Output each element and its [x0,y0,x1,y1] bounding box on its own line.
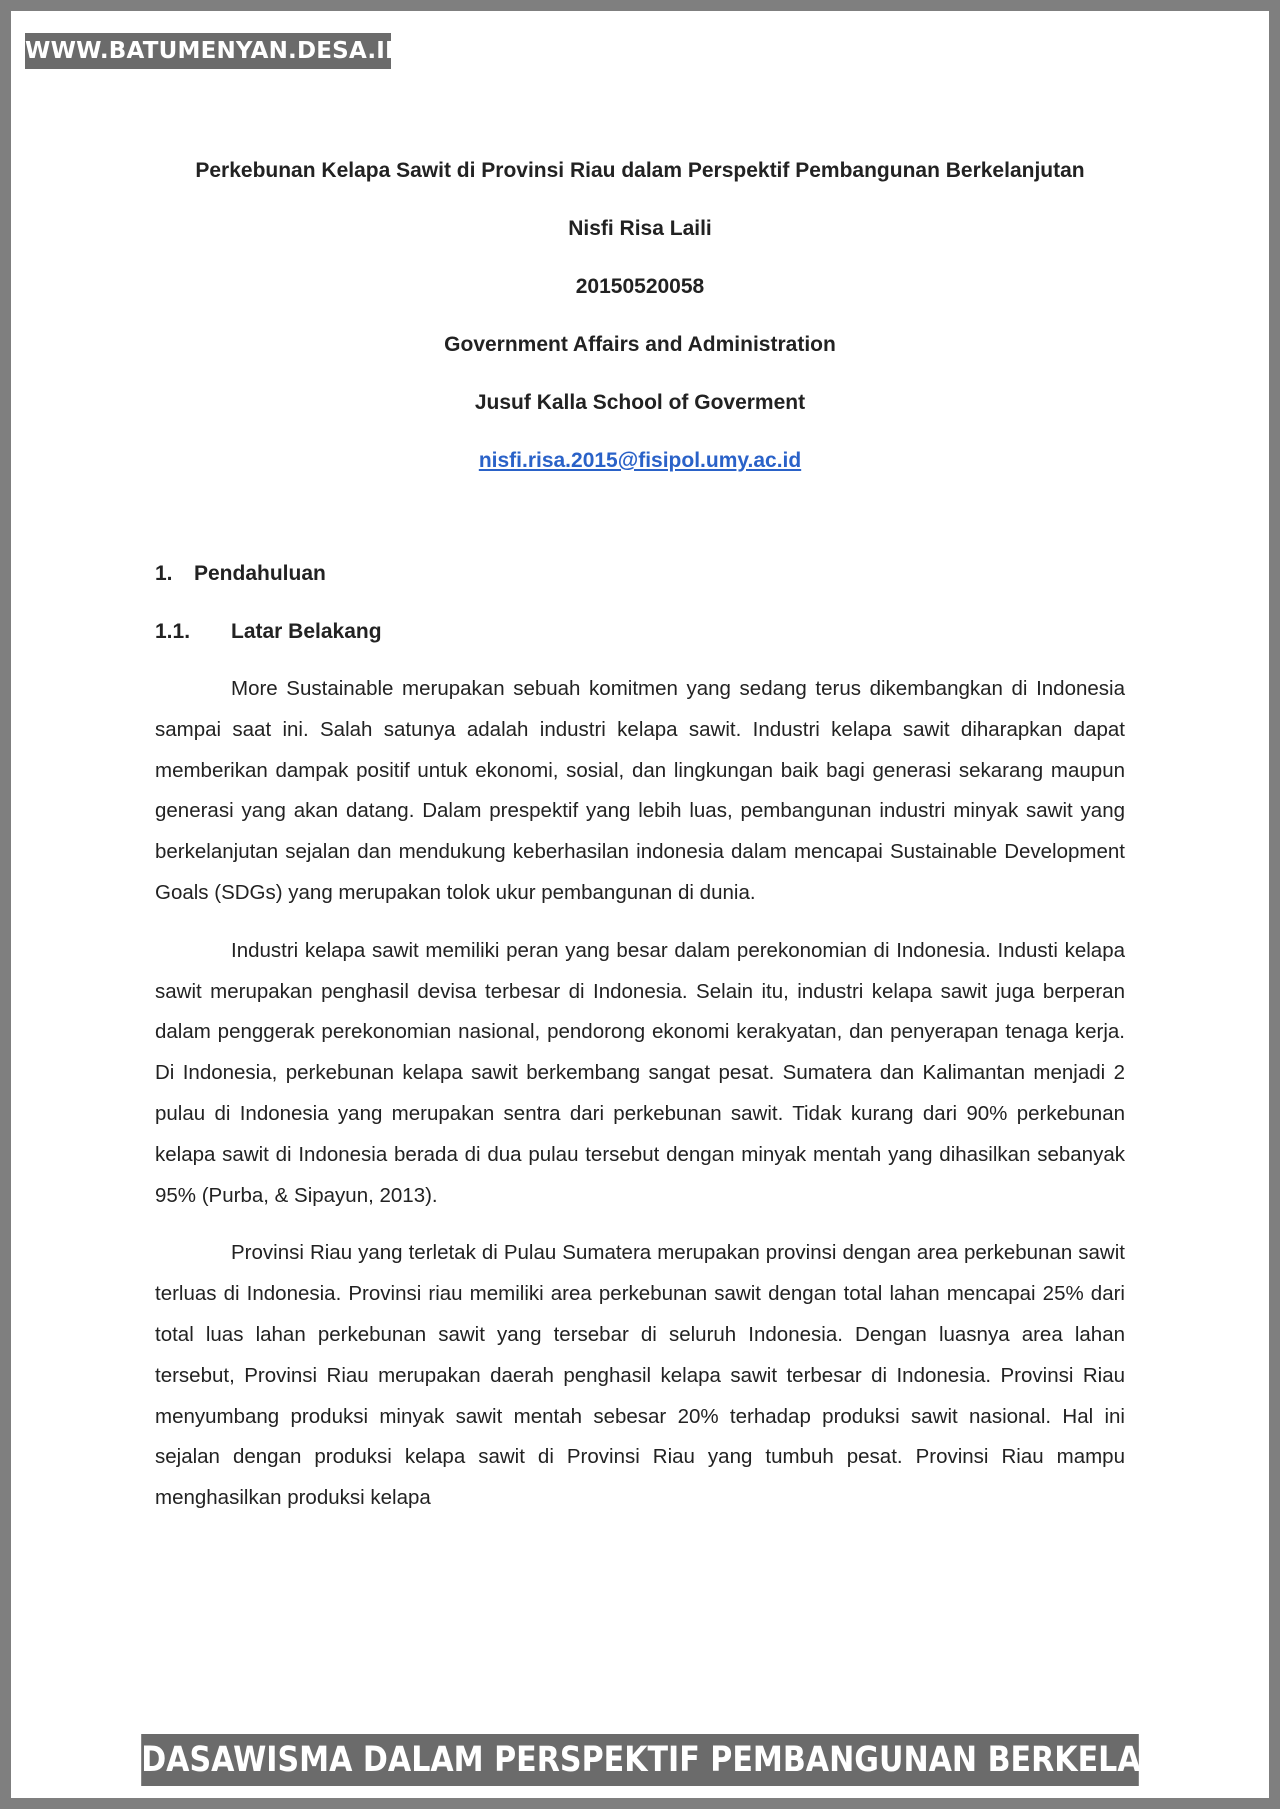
document-body [155,150,1125,1536]
document-title: Perkebunan Kelapa Sawit di Provinsi Riau dalam Perspektif Pembangunan Berkelanjutan [195,159,1085,182]
section-number: 1. [155,562,173,585]
author-name: Nisfi Risa Laili [568,217,712,240]
student-id: 20150520058 [575,275,705,298]
caption-banner: DASAWISMA DALAM PERSPEKTIF PEMBANGUNAN BERKELANJUTAN [141,1734,1139,1786]
paragraph-3: Provinsi Riau yang terletak di Pulau Sumatera merupakan provinsi dengan area perkebunan sawit terluas di Indonesia. Provinsi riau memiliki area perkebunan sawit dengan total lahan mencapai 25% dari total luas lahan perkebunan sawit yang tersebar di seluruh Indonesia. Dengan luasnya area lahan tersebut, Provinsi Riau merupakan daerah penghasil kelapa sawit terbesar di Indonesia. Provinsi Riau menyumbang produksi minyak sawit mentah sebesar 20% terhadap produksi sawit nasional. Hal ini sejalan dengan produksi kelapa sawit di Provinsi Riau yang tumbuh pesat. Provinsi Riau mampu menghasilkan produksi kelapa [155,1241,1125,1510]
subsection-number: 1.1. [155,620,191,643]
subsection-title: Latar Belakang [231,620,382,643]
paragraph-1: More Sustainable merupakan sebuah komitmen yang sedang terus dikembangkan di Indonesia sampai saat ini. Salah satunya adalah industri kelapa sawit. Industri kelapa sawit diharapkan dapat memberikan dampak positif untuk ekonomi, sosial, dan lingkungan baik bagi generasi sekarang maupun generasi yang akan datang. Dalam prespektif yang lebih luas, pembangunan industri minyak sawit yang berkelanjutan sejalan dan mendukung keberhasilan indonesia dalam mencapai Sustainable Development Goals (SDGs) yang merupakan tolok ukur pembangunan di dunia. [155,677,1125,904]
program-name: Government Affairs and Administration [444,333,836,356]
subsection-heading [155,611,1125,652]
author-email-link[interactable]: nisfi.risa.2015@fisipol.umy.ac.id [478,449,802,472]
section-heading [155,553,1125,594]
school-name: Jusuf Kalla School of Goverment [474,391,806,414]
email-line [155,440,1125,481]
paragraph-2: Industri kelapa sawit memiliki peran yang besar dalam perekonomian di Indonesia. Industi kelapa sawit merupakan penghasil devisa terbesar di Indonesia. Selain itu, industri kelapa sawit juga berperan dalam penggerak perekonomian nasional, pendorong ekonomi kerakyatan, dan penyerapan tenaga kerja. Di Indonesia, perkebunan kelapa sawit berkembang sangat pesat. Sumatera dan Kalimantan menjadi 2 pulau di Indonesia yang merupakan sentra dari perkebunan sawit. Tidak kurang dari 90% perkebunan kelapa sawit di Indonesia berada di dua pulau tersebut dengan minyak mentah yang dihasilkan sebanyak 95% (Purba, & Sipayun, 2013). [155,938,1125,1207]
section-title: Pendahuluan [194,562,326,585]
site-watermark: WWW.BATUMENYAN.DESA.ID [25,33,391,69]
